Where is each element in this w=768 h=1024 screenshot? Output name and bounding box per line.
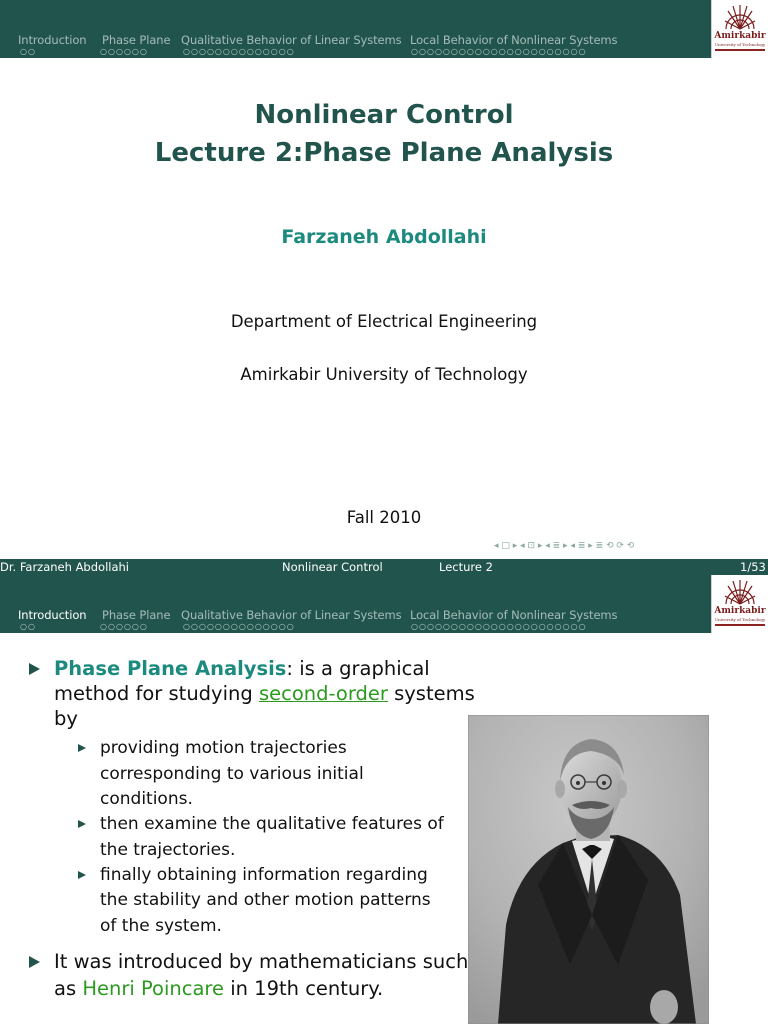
- bullet-line: It was introduced by mathematicians such: [54, 950, 469, 973]
- header-bar: [0, 0, 768, 58]
- section-progress-dots: ○○○○○○○○○○○○○○○○○○○○○○: [411, 47, 587, 56]
- date: Fall 2010: [346, 508, 422, 527]
- bullet-text: systems: [387, 682, 475, 705]
- bullet-text: as: [54, 977, 83, 1000]
- university-logo: [711, 0, 768, 58]
- logo-subtext: University of Technology: [714, 617, 766, 622]
- footer-page-number: 1/53: [740, 560, 766, 574]
- sub-bullet-line: conditions.: [100, 789, 193, 809]
- nav-introduction[interactable]: Introduction: [18, 33, 87, 47]
- bullet-text: in 19th century.: [224, 977, 384, 1000]
- slide-title: Nonlinear Control: [254, 100, 514, 130]
- bullet-line: [54, 976, 383, 1002]
- beamer-navigation-icons[interactable]: ◂ □ ▸ ◂ ⊡ ▸ ◂ ≣ ▸ ◂ ≣ ▸ ≣ ⟲ ⟳ ⟲: [494, 541, 635, 551]
- nav-qualitative-behavior[interactable]: Qualitative Behavior of Linear Systems: [181, 608, 402, 622]
- emblem-icon: [722, 576, 758, 606]
- content-slide: [0, 575, 768, 1024]
- slide-subtitle: Lecture 2:Phase Plane Analysis: [154, 138, 614, 168]
- sub-bullet-line: of the system.: [100, 916, 222, 936]
- university-logo: [711, 575, 768, 633]
- footer-author: Dr. Farzaneh Abdollahi: [0, 560, 129, 574]
- sub-bullet-line: corresponding to various initial: [100, 764, 364, 784]
- sub-bullet-arrow-icon: [78, 744, 86, 752]
- bullet-line: by: [54, 707, 78, 730]
- bullet-text: : is a graphical: [286, 657, 430, 680]
- sub-bullet-arrow-icon: [78, 871, 86, 879]
- university: Amirkabir University of Technology: [240, 365, 528, 384]
- section-progress-dots: ○○: [20, 622, 36, 631]
- sub-bullet-line: the stability and other motion patterns: [100, 890, 431, 910]
- bullet-arrow-icon: [29, 956, 40, 968]
- nav-introduction[interactable]: Introduction: [18, 608, 87, 622]
- bullet-text: method for studying: [54, 682, 259, 705]
- sub-bullet-line: then examine the qualitative features of: [100, 814, 444, 834]
- logo-text: Amirkabir: [714, 31, 766, 41]
- footer-course: Nonlinear Control: [282, 560, 383, 574]
- term-phase-plane-analysis: Phase Plane Analysis: [54, 657, 287, 680]
- header-bar: [0, 575, 768, 633]
- logo-underline: [715, 624, 765, 626]
- section-progress-dots: ○○○○○○: [100, 47, 148, 56]
- nav-phase-plane[interactable]: Phase Plane: [102, 608, 171, 622]
- footer-lecture: Lecture 2: [439, 560, 493, 574]
- department: Department of Electrical Engineering: [230, 312, 538, 331]
- nav-qualitative-behavior[interactable]: Qualitative Behavior of Linear Systems: [181, 33, 402, 47]
- author-name: Farzaneh Abdollahi: [281, 226, 487, 248]
- nav-local-behavior[interactable]: Local Behavior of Nonlinear Systems: [410, 33, 618, 47]
- section-nav: [0, 33, 712, 47]
- emblem-icon: [722, 1, 758, 31]
- second-order-link[interactable]: second-order: [258, 682, 388, 705]
- nav-phase-plane[interactable]: Phase Plane: [102, 33, 171, 47]
- section-progress-dots: ○○○○○○○○○○○○○○○○○○○○○○: [411, 622, 587, 631]
- footer-bar: [0, 559, 768, 575]
- section-nav: [0, 608, 712, 622]
- section-progress-dots: ○○○○○○: [100, 622, 148, 631]
- section-progress-dots: ○○○○○○○○○○○○○○: [183, 47, 295, 56]
- logo-text: Amirkabir: [714, 606, 766, 616]
- section-progress-dots: ○○○○○○○○○○○○○○: [183, 622, 295, 631]
- bullet-arrow-icon: [29, 663, 40, 675]
- sub-bullet-line: the trajectories.: [100, 840, 236, 860]
- logo-subtext: University of Technology: [714, 42, 766, 47]
- sub-bullet-line: finally obtaining information regarding: [100, 865, 428, 885]
- henri-poincare-portrait: [468, 715, 709, 1024]
- bullet-line: [54, 681, 475, 707]
- sub-bullet-arrow-icon: [78, 820, 86, 828]
- logo-underline: [715, 49, 765, 51]
- nav-local-behavior[interactable]: Local Behavior of Nonlinear Systems: [410, 608, 618, 622]
- sub-bullet-line: providing motion trajectories: [100, 738, 347, 758]
- bullet-line: [54, 656, 430, 682]
- section-progress-dots: ○○: [20, 47, 36, 56]
- henri-poincare-name: Henri Poincare: [82, 977, 224, 1000]
